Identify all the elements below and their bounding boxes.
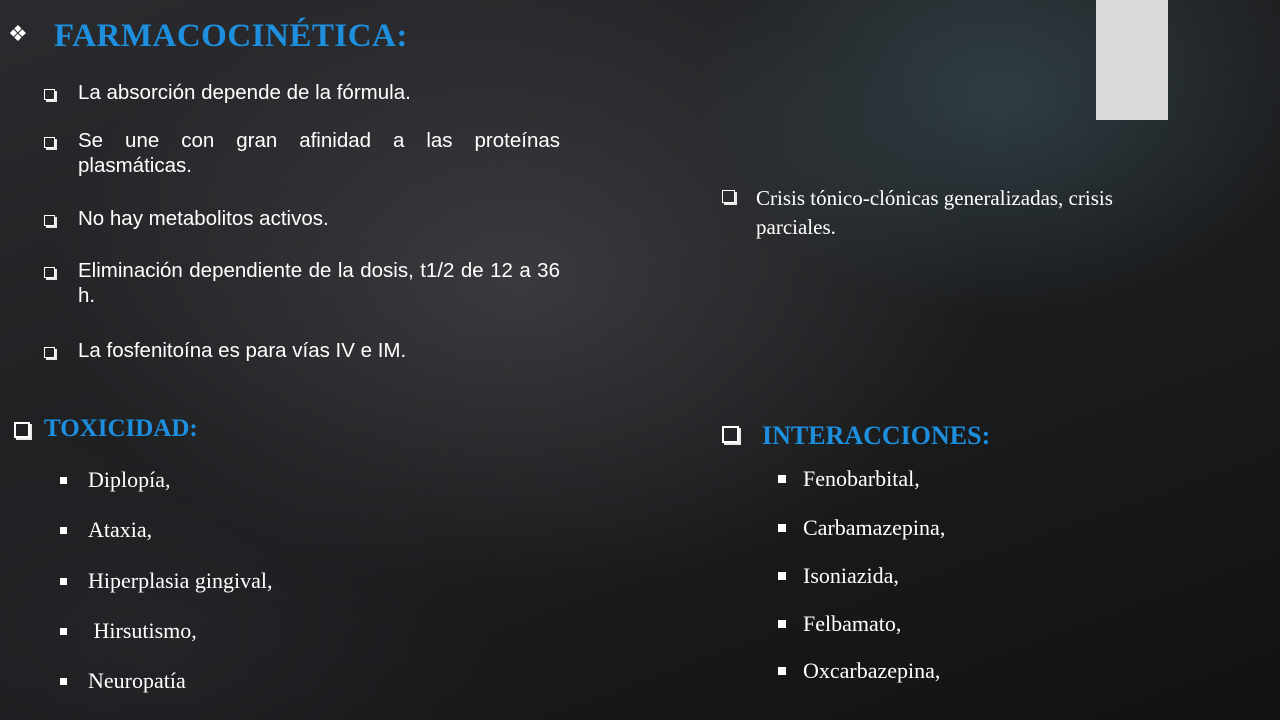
list-item	[778, 514, 945, 542]
list-item-text: Felbamato,	[803, 611, 902, 636]
checkbox-bullet-icon	[14, 422, 30, 438]
list-item-text: Isoniazida,	[803, 563, 899, 588]
list-item-text: Se une con gran afinidad a las proteínas plasmáticas.	[78, 129, 560, 177]
square-bullet-icon	[60, 477, 67, 484]
list-item-text: Hirsutismo,	[88, 618, 197, 643]
checkbox-bullet-icon	[44, 215, 55, 226]
square-bullet-icon	[778, 620, 786, 628]
checkbox-bullet-icon	[44, 347, 55, 358]
list-item	[778, 562, 899, 590]
list-item-text: Eliminación dependiente de la dosis, t1/2 de 12 a 36 h.	[78, 259, 560, 307]
list-item-text: La absorción depende de la fórmula.	[78, 81, 411, 104]
square-bullet-icon	[60, 578, 67, 585]
list-item	[44, 206, 560, 231]
list-item	[778, 657, 940, 685]
list-item	[44, 128, 560, 178]
page-title: FARMACOCINÉTICA:	[54, 18, 408, 54]
list-item	[44, 338, 560, 363]
list-item	[44, 258, 560, 308]
list-item-text: No hay metabolitos activos.	[78, 207, 329, 230]
list-item-text: Ataxia,	[88, 517, 153, 542]
section-heading: INTERACCIONES:	[762, 421, 991, 450]
list-item-text: Carbamazepina,	[803, 515, 946, 540]
list-item-text: Oxcarbazepina,	[803, 658, 941, 683]
list-item	[60, 667, 186, 695]
square-bullet-icon	[778, 667, 786, 675]
indication-note	[722, 184, 1192, 242]
checkbox-bullet-icon	[44, 137, 55, 148]
diamond-bullet-icon: ❖	[8, 22, 28, 47]
checkbox-bullet-icon	[44, 267, 55, 278]
list-item	[44, 80, 560, 105]
list-item-text: Diplopía,	[88, 467, 171, 492]
square-bullet-icon	[778, 524, 786, 532]
square-bullet-icon	[778, 572, 786, 580]
square-bullet-icon	[60, 527, 67, 534]
indication-text: Crisis tónico-clónicas generalizadas, crisis parciales.	[756, 186, 1113, 239]
checkbox-bullet-icon	[722, 190, 735, 203]
list-item	[60, 466, 171, 494]
list-item	[60, 567, 273, 595]
list-item-text: Hiperplasia gingival,	[88, 568, 273, 593]
square-bullet-icon	[778, 475, 786, 483]
square-bullet-icon	[60, 678, 67, 685]
list-item-text: Neuropatía	[88, 668, 186, 693]
list-item	[778, 465, 920, 493]
decorative-bar	[1096, 0, 1168, 120]
list-item	[60, 516, 152, 544]
section-heading: TOXICIDAD:	[44, 415, 198, 442]
list-item	[778, 610, 901, 638]
list-item	[60, 617, 197, 645]
checkbox-bullet-icon	[722, 426, 739, 443]
list-item-text: Fenobarbital,	[803, 466, 920, 491]
list-item-text: La fosfenitoína es para vías IV e IM.	[78, 339, 407, 362]
checkbox-bullet-icon	[44, 89, 55, 100]
square-bullet-icon	[60, 628, 67, 635]
